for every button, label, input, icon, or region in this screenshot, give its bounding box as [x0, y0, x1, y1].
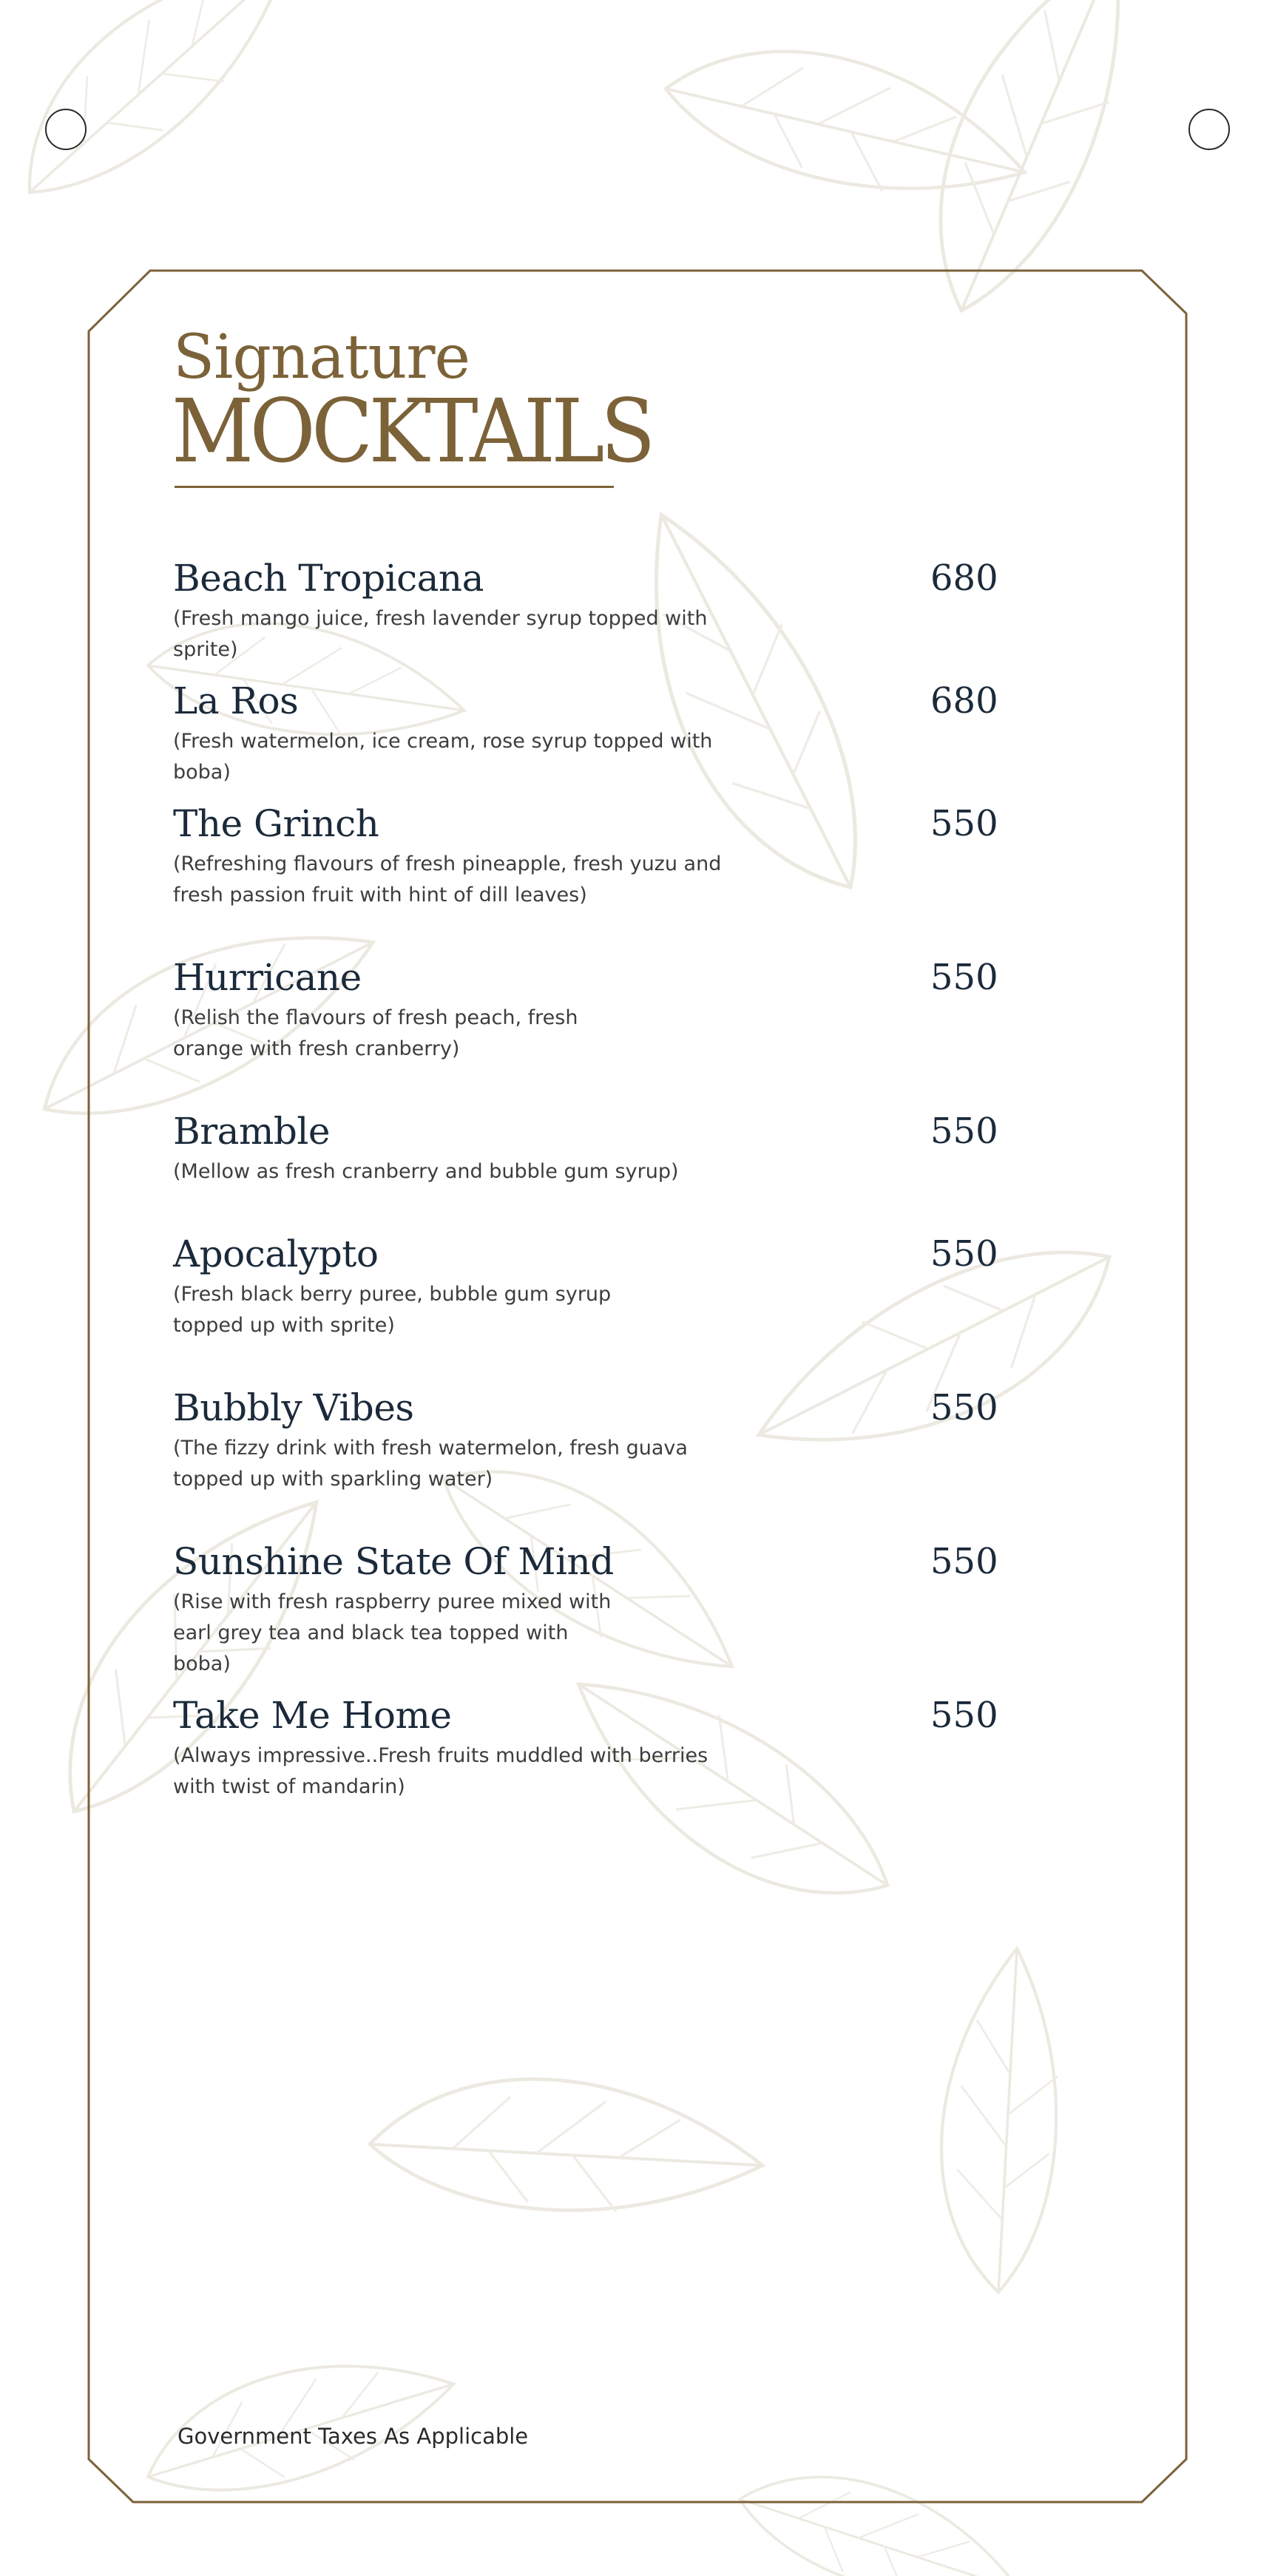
- item-name: Bubbly Vibes: [173, 1386, 414, 1429]
- menu-item: [173, 1386, 1001, 1495]
- item-name: Take Me Home: [173, 1694, 452, 1737]
- item-description: (Rise with fresh raspberry puree mixed with earl grey tea and black tea topped with boba): [173, 1590, 612, 1675]
- punch-hole-right: [1188, 109, 1230, 150]
- item-name: Hurricane: [173, 956, 362, 999]
- item-description: (Mellow as fresh cranberry and bubble gum syrup): [173, 1160, 679, 1183]
- menu-item: [173, 1232, 1001, 1341]
- punch-hole-left: [45, 109, 87, 150]
- item-price: 550: [930, 1387, 998, 1428]
- menu-item: [173, 1693, 1001, 1803]
- menu-title: MOCKTAILS: [172, 380, 652, 482]
- item-price: 550: [930, 957, 998, 998]
- item-name: Beach Tropicana: [173, 557, 484, 600]
- item-description: (Fresh black berry puree, bubble gum syrup topped up with sprite): [173, 1283, 612, 1337]
- item-price: 550: [930, 1695, 998, 1736]
- item-name: The Grinch: [173, 802, 379, 845]
- item-description: (Fresh mango juice, fresh lavender syrup topped with sprite): [173, 607, 708, 661]
- item-description: (Always impressive..Fresh fruits muddled with berries with twist of mandarin): [173, 1744, 708, 1798]
- item-price: 550: [930, 1541, 998, 1582]
- item-description: (Relish the flavours of fresh peach, fresh orange with fresh cranberry): [173, 1006, 578, 1060]
- item-name: Bramble: [173, 1110, 330, 1153]
- item-price: 680: [930, 557, 998, 599]
- menu-item: [173, 1109, 1001, 1187]
- item-description: (The fizzy drink with fresh watermelon, fresh guava topped up with sparkling water): [173, 1437, 688, 1491]
- item-price: 550: [930, 1111, 998, 1152]
- menu-item: [173, 1539, 1001, 1680]
- item-name: Sunshine State Of Mind: [173, 1540, 614, 1583]
- tax-note: Government Taxes As Applicable: [177, 2424, 529, 2449]
- menu-item: [173, 556, 1001, 665]
- item-price: 550: [930, 1233, 998, 1275]
- item-price: 680: [930, 680, 998, 722]
- menu-subtitle: Signature: [173, 322, 470, 393]
- item-name: La Ros: [173, 679, 299, 722]
- menu-item: [173, 955, 1001, 1065]
- item-description: (Refreshing flavours of fresh pineapple, fresh yuzu and fresh passion fruit with hint of dill leaves): [173, 853, 722, 906]
- title-underline: [175, 486, 614, 488]
- item-price: 550: [930, 803, 998, 844]
- item-name: Apocalypto: [173, 1233, 379, 1275]
- menu-item: [173, 801, 1001, 911]
- menu-item: [173, 679, 1001, 788]
- item-description: (Fresh watermelon, ice cream, rose syrup topped with boba): [173, 730, 713, 784]
